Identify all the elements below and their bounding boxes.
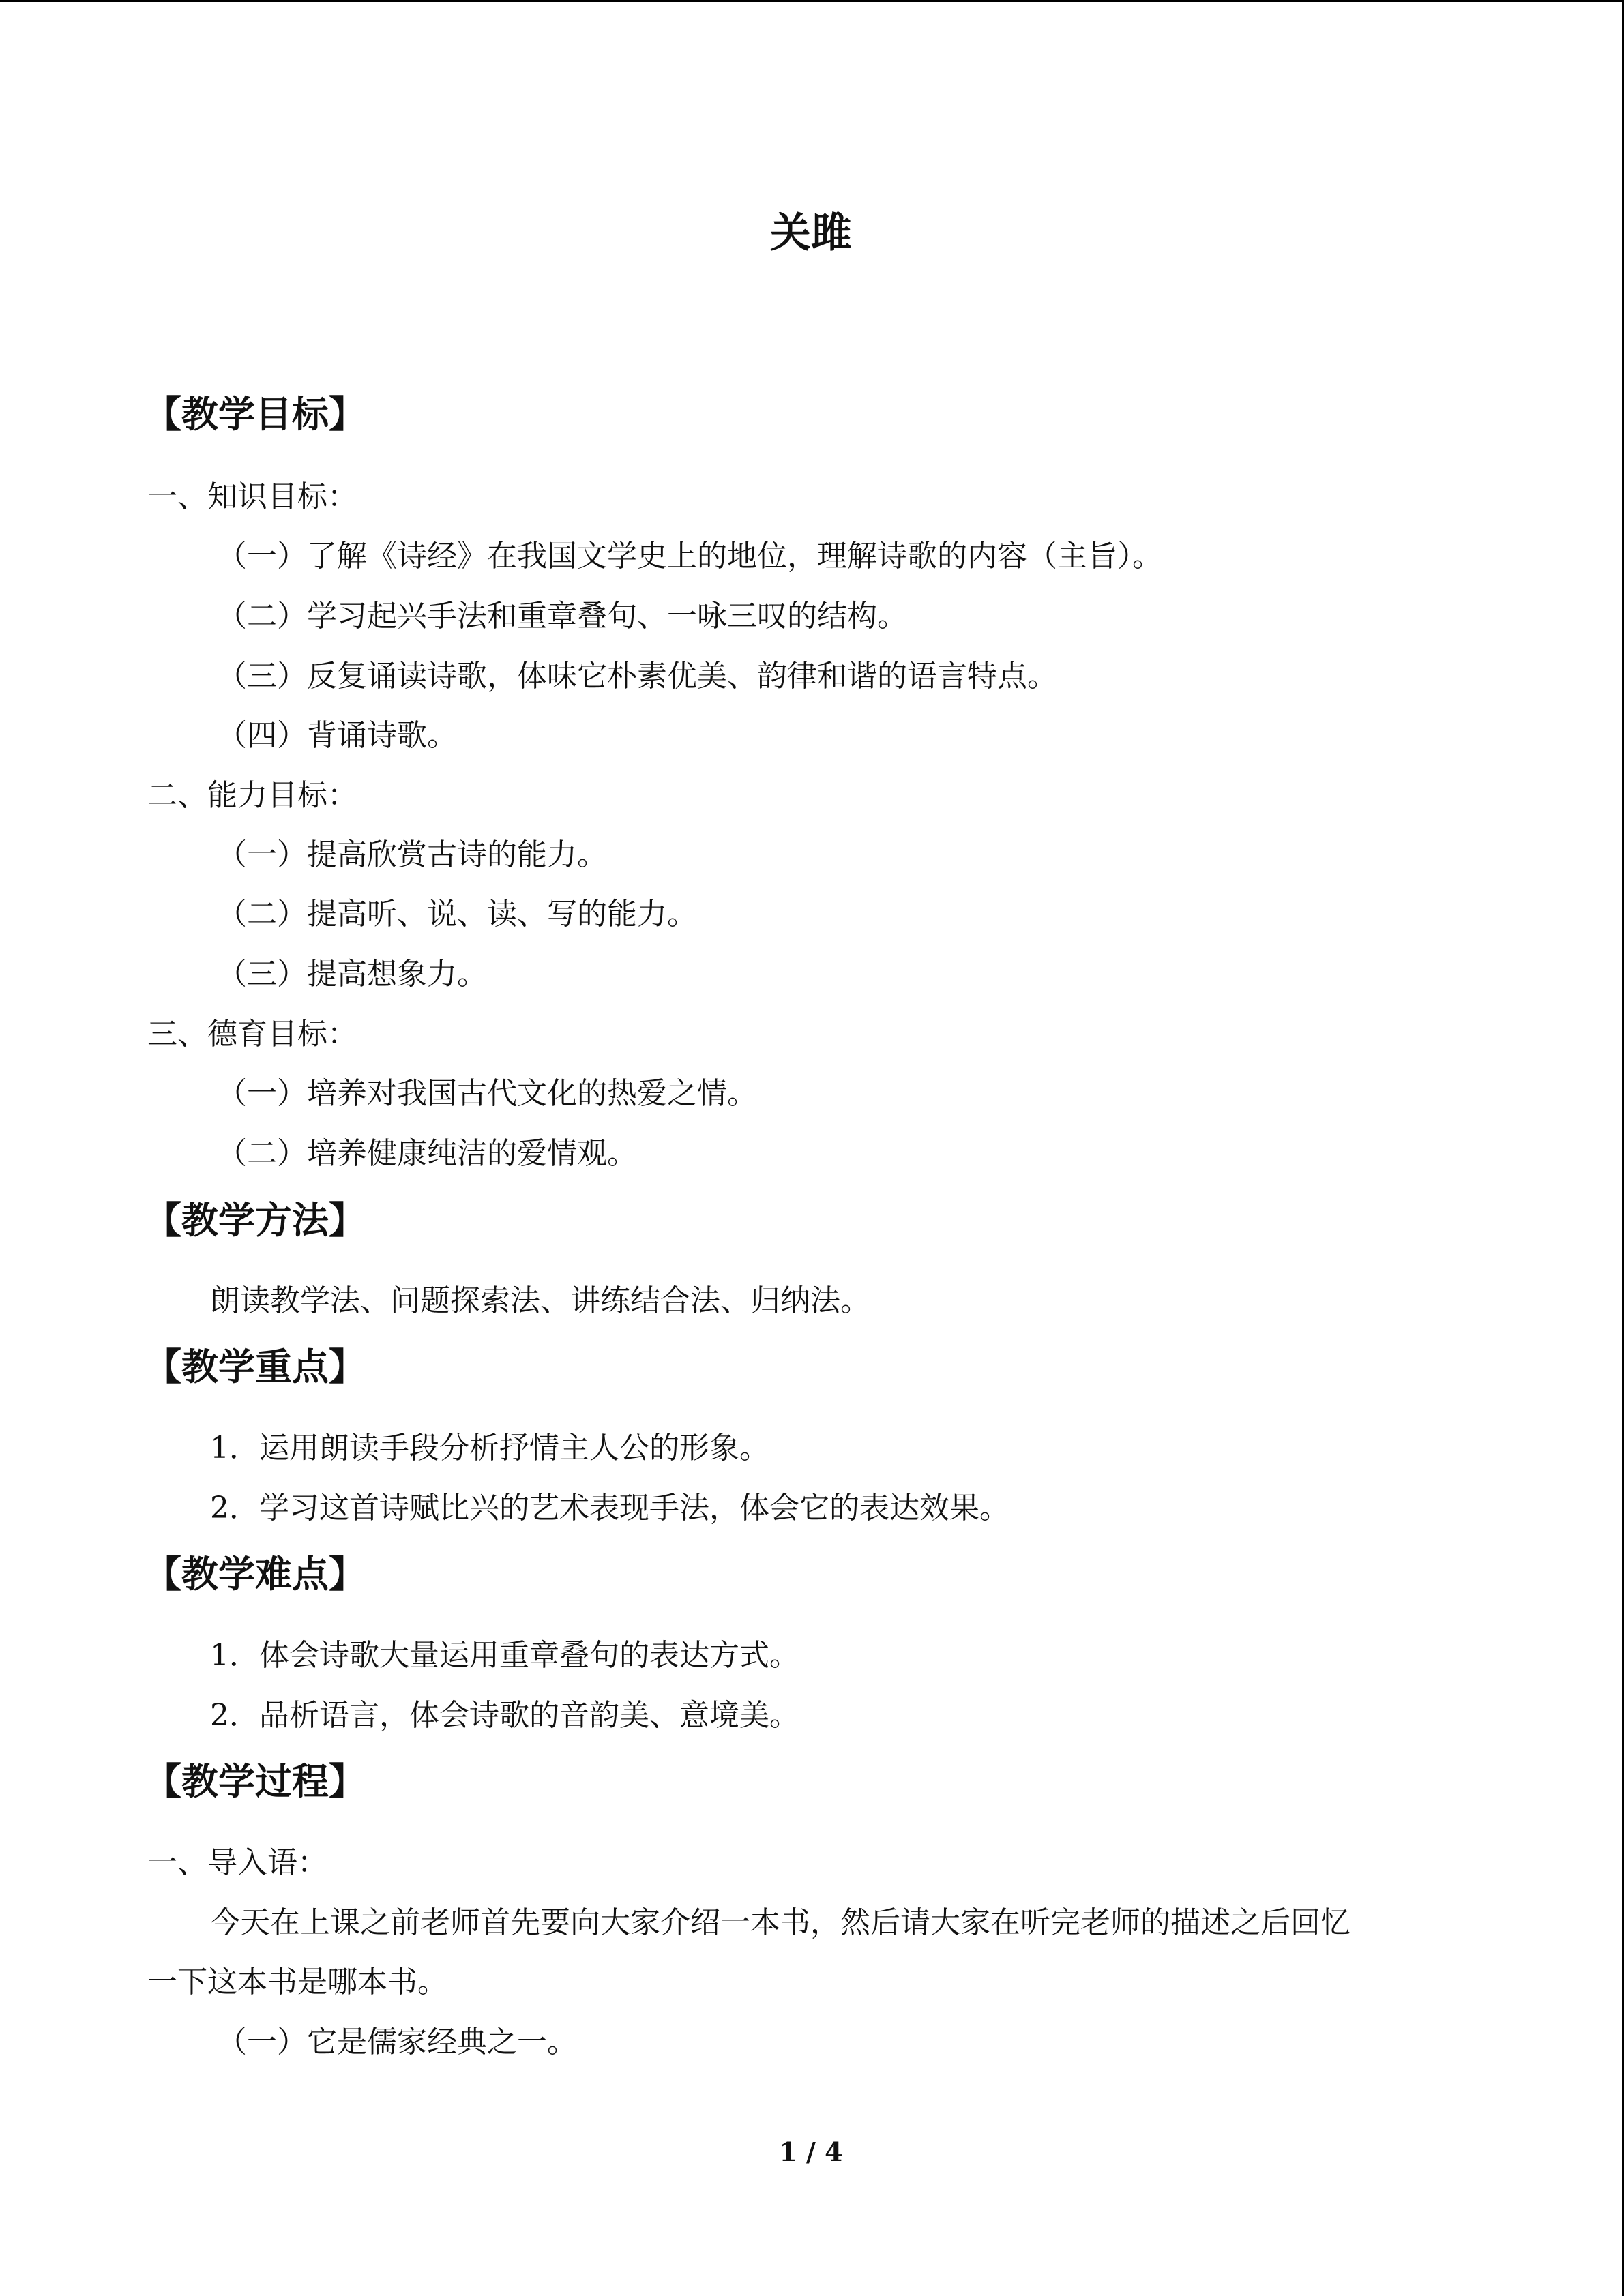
ability-item-3: （三）提高想象力。 [217,957,487,992]
methods-text: 朗读教学法、问题探索法、讲练结合法、归纳法。 [210,1283,870,1318]
knowledge-item-2: （二）学习起兴手法和重章叠句、一咏三叹的结构。 [217,599,907,633]
page-content [0,2,1622,2296]
knowledge-item-1: （一）了解《诗经》在我国文学史上的地位，理解诗歌的内容（主旨）。 [217,539,1162,573]
difficulty-1: 1．体会诗歌大量运用重章叠句的表达方式。 [210,1638,799,1673]
process-intro-line-1: 今天在上课之前老师首先要向大家介绍一本书，然后请大家在听完老师的描述之后回忆 [210,1905,1350,1940]
moral-item-2: （二）培养健康纯洁的爱情观。 [217,1136,637,1171]
heading-process: 【教学过程】 [145,1760,366,1803]
process-item-1: （一）它是儒家经典之一。 [217,2025,577,2059]
process-intro-line-2: 一下这本书是哪本书。 [147,1965,447,1999]
document-title: 关雎 [770,209,852,257]
ability-item-2: （二）提高听、说、读、写的能力。 [217,897,697,931]
page-number: 1 / 4 [779,2136,843,2167]
moral-objectives-label: 三、德育目标： [147,1017,357,1052]
knowledge-item-4: （四）背诵诗歌。 [217,718,457,753]
heading-key-points: 【教学重点】 [145,1345,366,1388]
heading-objectives: 【教学目标】 [145,393,366,436]
key-point-1: 1．运用朗读手段分析抒情主人公的形象。 [210,1431,769,1465]
heading-difficulties: 【教学难点】 [145,1553,366,1596]
ability-objectives-label: 二、能力目标： [147,778,357,813]
key-point-2: 2．学习这首诗赋比兴的艺术表现手法，体会它的表达效果。 [210,1491,1009,1525]
heading-methods: 【教学方法】 [145,1199,366,1242]
ability-item-1: （一）提高欣赏古诗的能力。 [217,837,607,872]
difficulty-2: 2．品析语言，体会诗歌的音韵美、意境美。 [210,1698,799,1733]
process-intro-label: 一、导入语： [147,1845,327,1880]
moral-item-1: （一）培养对我国古代文化的热爱之情。 [217,1076,757,1111]
knowledge-item-3: （三）反复诵读诗歌，体味它朴素优美、韵律和谐的语言特点。 [217,659,1057,694]
knowledge-objectives-label: 一、知识目标： [147,479,357,514]
